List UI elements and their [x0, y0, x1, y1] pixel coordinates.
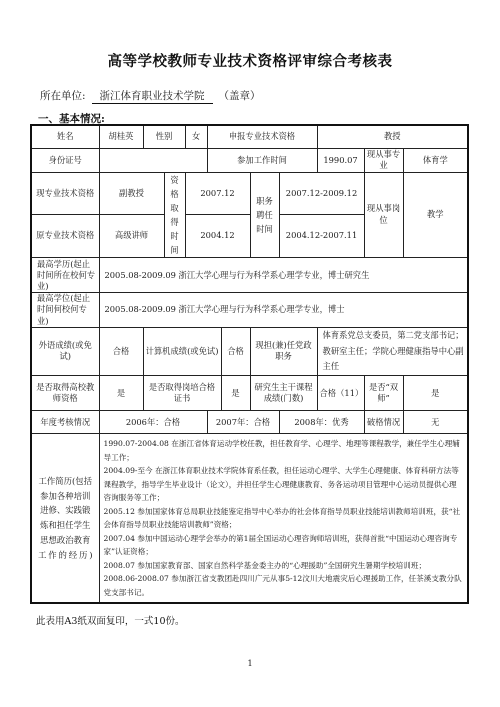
obtain-time-1: 2007.12 — [185, 172, 250, 214]
grad-course-label: 研究生主干课程成绩(门数) — [250, 376, 317, 411]
edu-label: 最高学历(起止时间所在校何专业) — [31, 258, 99, 293]
dual-teacher-value: 是 — [403, 376, 468, 411]
computer-value: 合格 — [221, 327, 250, 375]
dual-teacher-label: 是否“双师” — [364, 376, 403, 411]
grad-course-value: 合格（11） — [317, 376, 364, 411]
obtain-time-2: 2004.12 — [185, 214, 250, 257]
section-title: 一、基本情况: — [38, 113, 105, 125]
appoint-2: 2004.12-2007.11 — [279, 214, 364, 257]
exam-2006: 2006年：合格 — [99, 411, 207, 434]
work-history-item: 2004.09-至今 在浙江体育职业技术学院体育系任教，担任运动心理学、大学生心理健康、体育科研方法等课程教学，指导学生毕业设计（论文），并担任学生心理健康教育、务各运动项目管理中心运动员提供心理咨询服务等工作； — [103, 466, 459, 503]
unit-label: 所在单位: — [40, 90, 86, 102]
degree-label: 最高学位(起止时间何校何专业) — [31, 293, 99, 328]
page-number: 1 — [247, 659, 253, 668]
name-value: 胡桂英 — [99, 125, 143, 148]
work-history-item: 1990.07-2004.08 在浙江省体育运动学校任教，担任教育学、心理学、地理等课程教学，兼任学生心理辅导工作； — [103, 439, 460, 462]
work-history-label: 工作简历(包括参加各种培训进修、实践锻炼和担任学生思想政治教育工作的经历) — [31, 434, 99, 604]
major-label: 现从事专业 — [364, 148, 403, 172]
appoint-label: 职务聘任时间 — [250, 172, 279, 258]
gender-label: 性别 — [143, 125, 185, 148]
major-value: 体育学 — [403, 148, 468, 172]
obtain-time-label: 资格取得时间 — [164, 172, 185, 258]
computer-label: 计算机成绩(或免试) — [143, 327, 221, 375]
id-value — [99, 148, 207, 172]
break-rule-label: 破格情况 — [364, 411, 403, 434]
gender-value: 女 — [185, 125, 207, 148]
work-history-item: 2005.12 参加国家体育总局职业技能鉴定指导中心举办的社会体育指导员职业技能培训教师培训班，获“社会体育指导员职业技能培训教师”资格； — [103, 506, 461, 530]
lang-value: 合格 — [99, 327, 143, 375]
page-title: 高等学校教师专业技术资格评审综合考核表 — [107, 53, 393, 70]
post-label: 现从事岗位 — [364, 172, 403, 258]
id-label: 身份证号 — [31, 148, 99, 172]
work-start-value: 1990.07 — [317, 148, 364, 172]
edu-value: 2005.08-2009.09 浙江大学心理与行为科学系心理学专业，博士研究生 — [99, 258, 468, 293]
unit-line — [40, 88, 261, 104]
exam-2007: 2007年：合格 — [207, 411, 279, 434]
apply-title-label: 申报专业技术资格 — [207, 125, 317, 148]
work-history-item: 2008.07 参加国家教育部、国家自然科学基金委主办的“心理援助”全国研究生暑期学校培训班； — [103, 560, 427, 570]
info-table — [30, 124, 469, 604]
current-title-label: 现专业技术资格 — [31, 172, 99, 214]
name-label: 姓名 — [31, 125, 99, 148]
unit-stamp: （盖章） — [218, 90, 261, 102]
post-value: 教学 — [403, 172, 468, 258]
degree-value: 2005.08-2009.09 浙江大学心理与行为科学系心理学专业，博士 — [99, 293, 468, 328]
train-cert-value: 是 — [221, 376, 250, 411]
party-label: 现担(兼)任党政职务 — [250, 327, 317, 375]
train-cert-label: 是否取得岗培合格证书 — [143, 376, 221, 411]
work-history-item: 2007.04 参加中国运动心理学会举办的第1届全国运动心理咨询师培训班，获得首批“中国运动心理咨询专家”认证资格； — [103, 533, 458, 557]
hs-cert-value: 是 — [99, 376, 143, 411]
exam-2008: 2008年：优秀 — [279, 411, 364, 434]
prev-title-value: 高级讲师 — [99, 214, 164, 257]
party-value: 体育系党总支委员，第二党支部书记；教研室主任；学院心理健康指导中心副主任 — [317, 327, 468, 375]
current-title-value: 副教授 — [99, 172, 164, 214]
unit-value: 浙江体育职业技术学院 — [92, 88, 213, 104]
appoint-1: 2007.12-2009.12 — [279, 172, 364, 214]
prev-title-label: 原专业技术资格 — [31, 214, 99, 257]
hs-cert-label: 是否取得高校教师资格 — [31, 376, 99, 411]
lang-label: 外语成绩(或免试) — [31, 327, 99, 375]
work-history-item: 2008.06-2008.07 参加浙江省支教团赴四川广元从事5-12汶川大地震灾后心理援助工作，任茶溪支教分队党支部书记。 — [103, 574, 462, 597]
work-start-label: 参加工作时间 — [207, 148, 317, 172]
apply-title-value: 教授 — [317, 125, 468, 148]
work-history-content — [99, 434, 468, 604]
annual-exam-label: 年度考核情况 — [31, 411, 99, 434]
break-rule-value: 无 — [403, 411, 468, 434]
footnote: 此表用A3纸双面复印，一式10份。 — [36, 616, 185, 627]
